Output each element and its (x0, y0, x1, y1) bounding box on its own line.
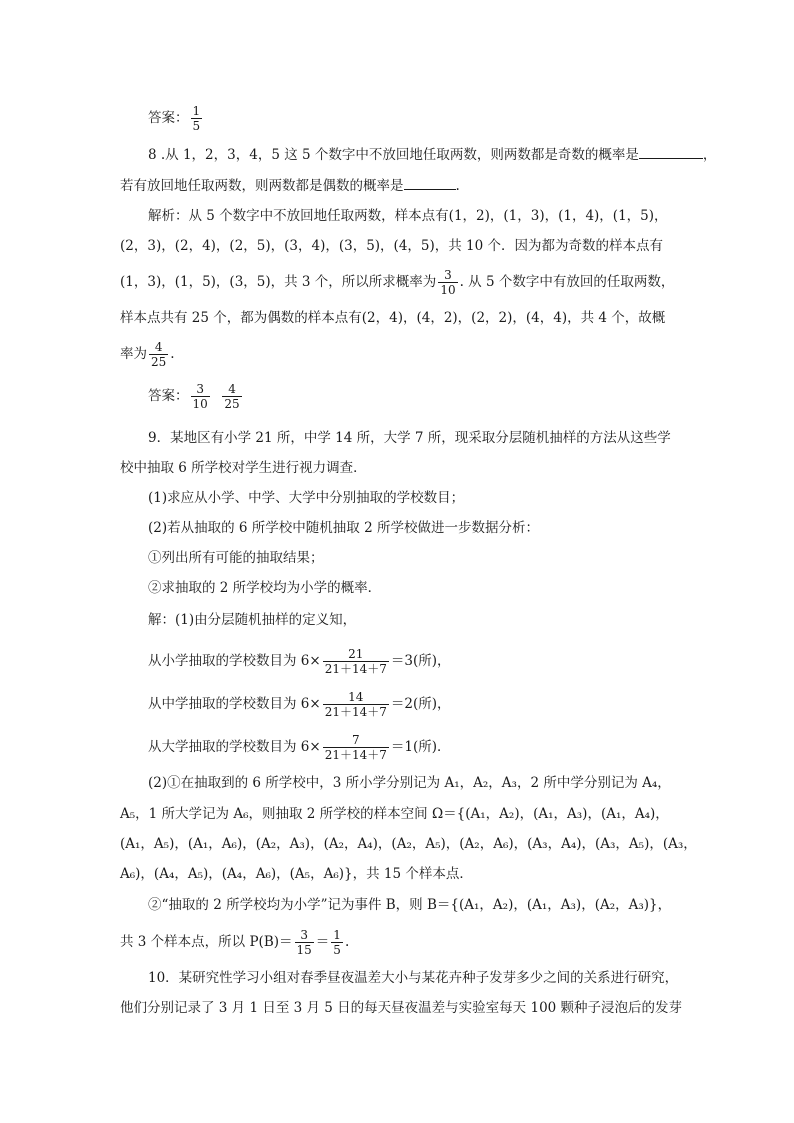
answer-7 (148, 104, 204, 133)
fraction (295, 928, 314, 957)
fraction-denominator: 21＋14＋7 (324, 662, 387, 676)
solution-text: ＝3(所)， (390, 653, 451, 669)
solution-text: (1，3)，(1，5)，(3，5)，共 3 个，所以所求概率为 (120, 274, 437, 290)
question-9-part-1: (1)求应从小学、中学、大学中分别抽取的学校数目； (148, 490, 465, 506)
fraction-numerator: 21 (323, 647, 389, 662)
equals-sign: ＝ (315, 934, 330, 950)
fraction-numerator: 1 (192, 104, 201, 118)
fraction-numerator: 7 (323, 733, 389, 748)
solution-text: ＝1(所)． (390, 739, 451, 755)
question-9-part-2a: ①列出所有可能的抽取结果； (148, 550, 324, 566)
solution-text: 从中学抽取的学校数目为 6× (148, 696, 321, 712)
question-text: 8 .从 1，2，3，4，5 这 5 个数字中不放回地任取两数，则两数都是奇数的概率是 (148, 147, 639, 163)
solution-text: . (170, 346, 175, 362)
fraction-denominator: 25 (224, 397, 240, 411)
answer-label: 答案： (148, 388, 189, 404)
fraction-denominator: 15 (296, 943, 312, 957)
fraction (323, 690, 389, 719)
fraction (222, 382, 241, 411)
solution-text: 从小学抽取的学校数目为 6× (148, 653, 321, 669)
question-10-line-2: 他们分别记录了 3 月 1 日至 3 月 5 日的每天昼夜温差与实验室每天 100 颗种子浸泡后的发芽 (120, 1000, 683, 1016)
question-9-line-1: 9．某地区有小学 21 所，中学 14 所，大学 7 所，现采取分层随机抽样的方法从这些学 (148, 430, 671, 446)
fraction (191, 382, 210, 411)
question-9-part-2b: ②求抽取的 2 所学校均为小学的概率． (148, 580, 382, 596)
question-8-line-1 (148, 145, 716, 165)
fraction-denominator: 10 (192, 397, 208, 411)
fraction (191, 104, 203, 133)
solution-9-row-1 (148, 647, 451, 676)
punctuation: ， (702, 147, 717, 163)
solution-9-sample-line-1: (2)①在抽取到的 6 所学校中，3 所小学分别记为 A₁，A₂，A₃，2 所中学分别记为 A₄， (148, 775, 671, 791)
solution-9-sample-line-2: A₅，1 所大学记为 A₆，则抽取 2 所学校的样本空间 Ω＝{(A₁，A₂)，(A₁，A₃)，(A₁，A₄)， (120, 806, 669, 822)
fraction-numerator: 14 (323, 690, 389, 705)
fraction-numerator: 3 (295, 928, 314, 943)
answer-blank (404, 177, 456, 190)
answer-label: 答案： (148, 110, 189, 126)
question-8-line-2 (120, 176, 460, 196)
solution-8-line-4: 样本点共有 25 个，都为偶数的样本点有(2，4)，(4，2)，(2，2)，(4，4)，共 4 个，故概 (120, 310, 666, 326)
solution-text: . 从 5 个数字中有放回的任取两数， (459, 274, 675, 290)
solution-text: 率为 (120, 346, 147, 362)
solution-8-line-2: (2，3)，(2，4)，(2，5)，(3，4)，(3，5)，(4，5)，共 10 个．因为都为奇数的样本点有 (120, 238, 664, 254)
solution-9-event-line-2 (120, 928, 349, 957)
fraction (331, 928, 343, 957)
fraction-denominator: 21＋14＋7 (324, 705, 387, 719)
fraction (438, 268, 457, 297)
solution-text: . (344, 934, 350, 950)
solution-9-sample-line-4: A₆)，(A₄，A₅)，(A₄，A₆)，(A₅，A₆)}，共 15 个样本点． (120, 866, 473, 882)
solution-text: 从大学抽取的学校数目为 6× (148, 739, 321, 755)
solution-text: ＝2(所)， (390, 696, 451, 712)
question-text: 若有放回地任取两数，则两数都是偶数的概率是 (120, 178, 404, 194)
answer-8 (148, 382, 244, 411)
fraction (323, 647, 389, 676)
question-9-part-2: (2)若从抽取的 6 所学校中随机抽取 2 所学校做进一步数据分析： (148, 520, 539, 536)
fraction-denominator: 5 (333, 943, 341, 957)
question-9-line-2: 校中抽取 6 所学校对学生进行视力调查． (120, 460, 367, 476)
fraction-denominator: 25 (151, 355, 167, 369)
answer-blank (639, 146, 703, 159)
solution-9-sample-line-3: (A₁，A₅)，(A₁，A₆)，(A₂，A₃)，(A₂，A₄)，(A₂，A₅)，(A₂，A₆)，(A₃，A₄)，(A₃，A₅)，(A₃， (120, 836, 697, 852)
solution-9-intro: 解：(1)由分层随机抽样的定义知， (148, 612, 357, 628)
fraction-numerator: 4 (149, 340, 168, 355)
question-10-line-1: 10．某研究性学习小组对春季昼夜温差大小与某花卉种子发芽多少之间的关系进行研究， (148, 970, 679, 986)
punctuation: . (455, 178, 460, 194)
fraction-numerator: 3 (438, 268, 457, 283)
solution-9-row-2 (148, 690, 451, 719)
fraction (149, 340, 168, 369)
fraction-numerator: 3 (191, 382, 210, 397)
fraction-numerator: 1 (333, 928, 341, 942)
solution-8-line-3 (120, 268, 674, 297)
solution-9-row-3 (148, 733, 451, 762)
solution-8-line-5 (120, 340, 175, 369)
fraction (323, 733, 389, 762)
fraction-denominator: 5 (192, 119, 201, 133)
solution-9-event-line-1: ②“抽取的 2 所学校均为小学”记为事件 B，则 B＝{(A₁，A₂)，(A₁，A₃)，(A₂，A₃)}， (148, 897, 672, 913)
fraction-denominator: 10 (440, 283, 456, 297)
solution-text: 共 3 个样本点，所以 P(B)＝ (120, 934, 293, 950)
fraction-denominator: 21＋14＋7 (324, 748, 387, 762)
fraction-numerator: 4 (222, 382, 241, 397)
solution-8-line-1: 解析：从 5 个数字中不放回地任取两数，样本点有(1，2)，(1，3)，(1，4)，(1，5)， (148, 208, 668, 224)
